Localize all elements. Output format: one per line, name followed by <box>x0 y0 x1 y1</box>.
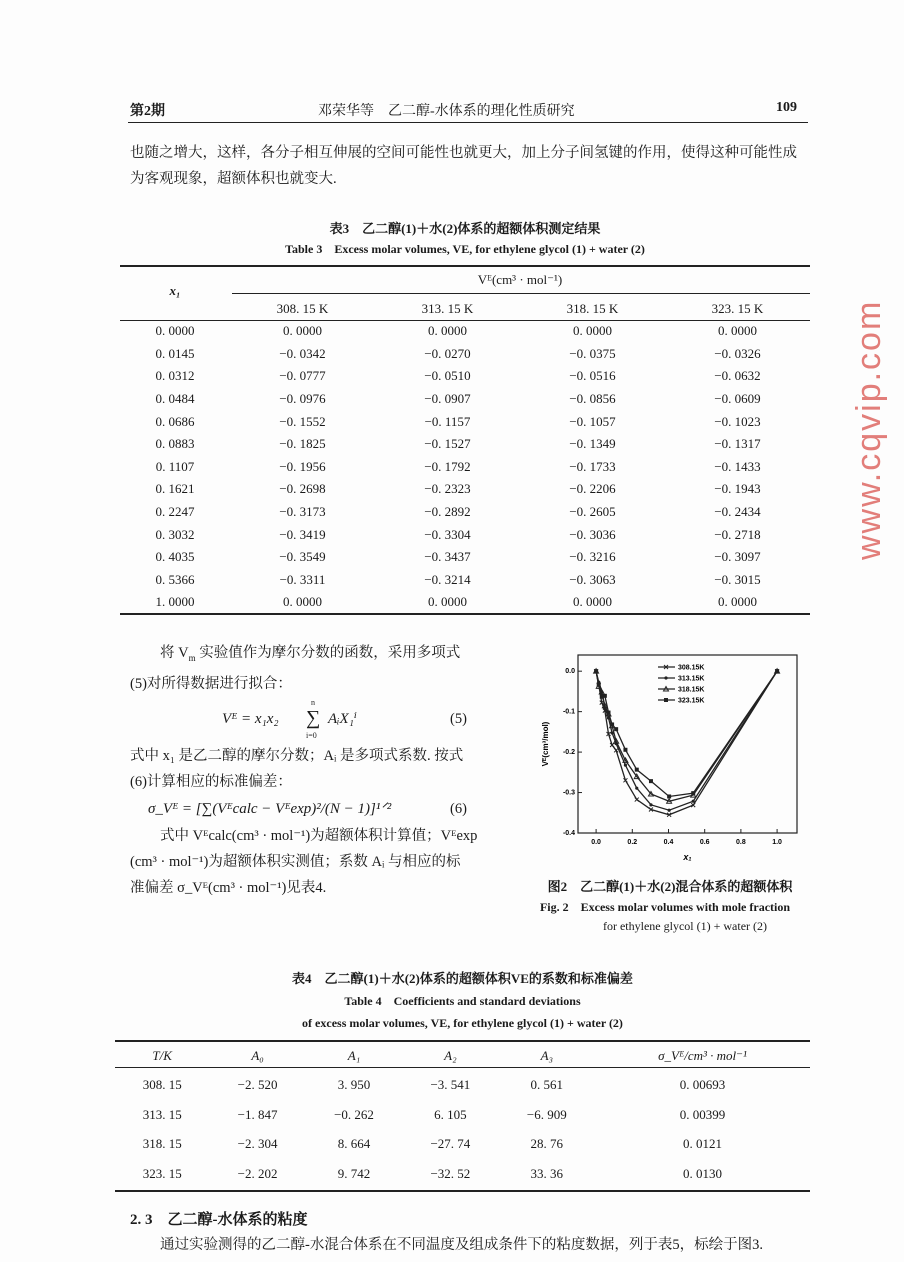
table-rule <box>120 613 810 615</box>
table-cell: 33. 36 <box>530 1165 564 1181</box>
table-row <box>115 1071 810 1101</box>
table-row <box>120 478 810 501</box>
table-cell: 0. 0883 <box>155 436 195 452</box>
issue-number: 第2期 <box>130 104 165 119</box>
y-tick-label: -0.4 <box>562 830 575 837</box>
column-header: A₃ <box>540 1047 554 1063</box>
table-cell: −0. 1527 <box>424 436 471 452</box>
table-row <box>120 343 810 366</box>
table3-title-en: Table 3 Excess molar volumes, VE, for ethylene glycol (1) + water (2) <box>285 242 645 256</box>
table4-title-en: of excess molar volumes, VE, for ethylene glycol (1) + water (2) <box>302 1016 623 1030</box>
table-cell: 1. 0000 <box>155 594 195 610</box>
table-cell: −0. 3097 <box>714 549 761 565</box>
text-line: 准偏差 σ_Vᴱ(cm³ · mol⁻¹)见表4. <box>130 879 327 896</box>
table-cell: −0. 3036 <box>569 526 616 542</box>
text: 实验值作为摩尔分数的函数，采用多项式 <box>195 645 461 661</box>
group-header-ve: Vᴱ(cm³ · mol⁻¹) <box>477 272 563 287</box>
table-cell: −0. 2605 <box>569 504 616 520</box>
equation-6 <box>130 795 530 823</box>
equation-text: i=0 <box>306 730 317 740</box>
data-point-square <box>667 794 671 798</box>
table-cell: 0. 561 <box>530 1077 564 1093</box>
table-cell: −0. 0907 <box>424 391 471 407</box>
sum-symbol: ∑ <box>306 706 321 729</box>
table-cell: 28. 76 <box>530 1136 564 1152</box>
data-point-dot <box>668 809 671 812</box>
x-axis-label: x₁ <box>683 852 692 862</box>
table-cell: 0. 0000 <box>573 323 612 339</box>
table-cell: 0. 0000 <box>718 323 757 339</box>
legend-label: 318.15K <box>678 686 705 694</box>
table-cell: 9. 742 <box>337 1165 371 1181</box>
data-point-square <box>635 768 639 772</box>
table-cell: −0. 1317 <box>714 436 761 452</box>
table-cell: 0. 0686 <box>155 413 195 429</box>
text-line: 也随之增大，这样，各分子相互伸展的空间可能性也就更大，加上分子间氢键的作用，使得这种可能性成 <box>130 145 797 161</box>
table-cell: −0. 3549 <box>279 549 326 565</box>
table-cell: −0. 3173 <box>279 504 326 520</box>
column-header: A₁ <box>347 1047 361 1063</box>
text: m <box>188 652 196 663</box>
x-tick-label: 0.6 <box>699 839 710 846</box>
table-cell: −1. 847 <box>237 1106 278 1122</box>
table-cell: −0. 0609 <box>714 391 761 407</box>
table-row <box>120 546 810 569</box>
table-cell: 0. 0000 <box>428 594 467 610</box>
equation-5 <box>130 697 530 743</box>
text-line: 为客观现象，超额体积也就变大. <box>130 171 337 187</box>
equation-text: σ_Vᴱ = [∑(Vᴱcalc − Vᴱexp)²/(N − 1)]¹ᐟ² <box>148 800 392 817</box>
text-line: (5)对所得数据进行拟合： <box>130 675 292 692</box>
table-cell: −0. 1433 <box>714 458 761 474</box>
running-title: 邓荣华等 乙二醇-水体系的理化性质研究 <box>318 104 575 119</box>
table-cell: 0. 0484 <box>155 391 195 407</box>
data-point-square <box>607 711 611 715</box>
table-row <box>120 569 810 592</box>
data-point-square <box>594 669 598 673</box>
table-cell: −0. 0856 <box>569 391 616 407</box>
data-point-square <box>597 682 601 686</box>
table-row <box>120 456 810 479</box>
table-cell: −0. 3015 <box>714 571 761 587</box>
table-cell: −0. 1057 <box>569 413 616 429</box>
table-row <box>120 365 810 388</box>
table-cell: −0. 0342 <box>279 345 326 361</box>
table-cell: −0. 0777 <box>279 368 326 384</box>
table4-title-en: Table 4 Coefficients and standard deviations <box>344 994 581 1008</box>
table-cell: 0. 0000 <box>283 594 322 610</box>
table-cell: −0. 0632 <box>714 368 761 384</box>
table-row <box>120 523 810 546</box>
table-cell: 0. 0000 <box>283 323 322 339</box>
table-cell: −0. 1956 <box>279 458 326 474</box>
table-row <box>115 1130 810 1160</box>
table-rule <box>232 293 810 294</box>
table-cell: −6. 909 <box>526 1106 567 1122</box>
table-cell: −0. 2434 <box>714 504 761 520</box>
table-cell: 323. 15 <box>142 1165 182 1181</box>
data-point-dot <box>635 787 638 790</box>
legend-label: 323.15K <box>678 697 705 705</box>
table-cell: 308. 15 <box>142 1077 182 1093</box>
table-row <box>120 320 810 343</box>
table-cell: 0. 0000 <box>428 323 467 339</box>
intro-paragraph <box>130 140 830 192</box>
data-point-dot <box>649 803 652 806</box>
column-header: 313. 15 K <box>421 300 474 316</box>
text: 将 V <box>160 645 189 661</box>
table-cell: 3. 950 <box>337 1077 371 1093</box>
table-cell: −0. 0510 <box>424 368 471 384</box>
table4 <box>115 1041 810 1189</box>
table-cell: 313. 15 <box>142 1106 182 1122</box>
text-line: (cm³ · mol⁻¹)为超额体积实测值；系数 Aᵢ 与相应的标 <box>130 853 461 870</box>
table-cell: −0. 3214 <box>424 571 471 587</box>
page-number: 109 <box>776 100 797 115</box>
y-tick-label: -0.2 <box>562 749 575 757</box>
column-header: 318. 15 K <box>566 300 619 316</box>
text-line: (6)计算相应的标准偏差： <box>130 773 292 790</box>
data-point-square <box>623 748 627 752</box>
y-axis-label: Vᴱ(cm³/mol) <box>541 721 550 767</box>
table-cell: 0. 3032 <box>155 526 195 542</box>
table-cell: −0. 3419 <box>279 526 326 542</box>
table-cell: 0. 0000 <box>155 323 195 339</box>
equation-number: (5) <box>450 710 467 727</box>
legend-label: 308.15K <box>678 664 705 672</box>
table-cell: −0. 3437 <box>424 549 471 565</box>
data-point-square <box>603 694 607 698</box>
body-text <box>130 640 530 901</box>
table-cell: −0. 0326 <box>714 345 761 361</box>
x-tick-label: 0.8 <box>736 839 746 846</box>
table-row <box>120 591 810 614</box>
table-cell: 8. 664 <box>337 1136 371 1152</box>
table-cell: −0. 3063 <box>569 571 616 587</box>
column-header-x1: x₁ <box>169 283 181 298</box>
column-header: A₂ <box>444 1047 457 1063</box>
text-line: 式中 Vᴱcalc(cm³ · mol⁻¹)为超额体积计算值；Vᴱexp <box>160 827 478 844</box>
table-cell: −0. 3216 <box>569 549 616 565</box>
table-cell: 0. 00399 <box>679 1106 726 1122</box>
table-cell: 0. 4035 <box>155 549 195 565</box>
y-tick-label: 0.0 <box>565 668 575 676</box>
section-text: 通过实验测得的乙二醇-水混合体系在不同温度及组成条件下的粘度数据，列于表5，标绘于图3. <box>160 1237 763 1253</box>
x-tick-label: 0.2 <box>627 839 638 846</box>
table-cell: 0. 0312 <box>155 368 195 384</box>
table-row <box>120 388 810 411</box>
table-cell: 0. 0145 <box>155 345 195 361</box>
data-point-square <box>610 722 614 726</box>
equation-number: (6) <box>450 800 467 817</box>
data-point-square <box>664 698 668 702</box>
table-cell: −0. 0976 <box>279 391 326 407</box>
table-cell: −0. 1733 <box>569 458 616 474</box>
text-line: 式中 x₁ 是乙二醇的摩尔分数；Aᵢ 是多项式系数. 按式 <box>130 747 464 764</box>
figure-caption-en: Fig. 2 Excess molar volumes with mole fraction <box>539 900 791 914</box>
table-cell: 0. 0121 <box>683 1136 722 1152</box>
column-header: 323. 15 K <box>711 300 764 316</box>
table-cell: −0. 1023 <box>714 413 761 429</box>
data-point-x <box>635 798 639 802</box>
table4-title-cn: 表4 乙二醇(1)＋水(2)体系的超额体积VE的系数和标准偏差 <box>292 971 633 986</box>
table-cell: 0. 0000 <box>573 594 612 610</box>
table-cell: −3. 541 <box>430 1077 471 1093</box>
table-cell: −0. 1349 <box>569 436 616 452</box>
data-point-dot <box>664 676 667 679</box>
table-cell: 0. 0130 <box>683 1165 722 1181</box>
table3-title-cn: 表3 乙二醇(1)＋水(2)体系的超额体积测定结果 <box>329 221 601 236</box>
table-rule <box>115 1190 810 1192</box>
section-heading: 2. 3 乙二醇-水体系的粘度 <box>130 1212 308 1228</box>
table-cell: −0. 0270 <box>424 345 471 361</box>
table-row <box>120 433 810 456</box>
equation-text: Vᴱ = x₁x₂ <box>222 710 279 727</box>
table-cell: −0. 3311 <box>279 571 326 587</box>
table-cell: −2. 520 <box>237 1077 278 1093</box>
table-cell: −0. 1552 <box>279 413 326 429</box>
table-cell: −0. 1792 <box>424 458 471 474</box>
column-header: σ_Vᴱ/cm³ · mol⁻¹ <box>658 1047 747 1063</box>
watermark: www.cqvip.com <box>850 299 888 560</box>
data-point-square <box>649 779 653 783</box>
table-cell: 0. 0000 <box>718 594 757 610</box>
figure-caption-cn: 图2 乙二醇(1)＋水(2)混合体系的超额体积 <box>547 879 793 894</box>
x-tick-label: 0.4 <box>663 839 674 846</box>
table-cell: −0. 2323 <box>424 481 471 497</box>
equation-text: AᵢX₁ⁱ <box>328 710 357 727</box>
data-point-square <box>775 669 779 673</box>
table-cell: −0. 2698 <box>279 481 326 497</box>
table3 <box>120 297 810 614</box>
column-header: A₀ <box>251 1047 264 1063</box>
table-cell: −0. 1157 <box>424 413 471 429</box>
data-point-dot <box>692 800 695 803</box>
equation-text: n <box>311 697 315 707</box>
table-cell: −0. 2718 <box>714 526 761 542</box>
column-header: 308. 15 K <box>276 300 329 316</box>
table-cell: 0. 5366 <box>155 571 195 587</box>
y-tick-label: -0.3 <box>562 789 575 797</box>
table-cell: −0. 1943 <box>714 481 761 497</box>
table-cell: −27. 74 <box>430 1136 471 1152</box>
table-cell: −0. 2206 <box>569 481 616 497</box>
table-cell: −0. 262 <box>334 1106 374 1122</box>
table-row <box>120 501 810 524</box>
table-cell: −0. 3304 <box>424 526 471 542</box>
table-cell: −0. 2892 <box>424 504 471 520</box>
table-cell: 0. 00693 <box>679 1077 726 1093</box>
table-cell: −0. 0516 <box>569 368 616 384</box>
data-point-square <box>614 727 618 731</box>
table-row <box>115 1100 810 1130</box>
table-row <box>120 410 810 433</box>
table-cell: −2. 304 <box>237 1136 278 1152</box>
y-tick-label: -0.1 <box>562 708 575 716</box>
x-tick-label: 0.0 <box>591 839 601 846</box>
table-cell: 0. 2247 <box>155 504 195 520</box>
table-cell: 0. 1107 <box>155 458 195 474</box>
table-cell: −0. 1825 <box>279 436 326 452</box>
header-rule <box>128 122 808 123</box>
x-tick-label: 1.0 <box>772 839 782 846</box>
figure2-chart <box>540 645 820 875</box>
legend-label: 313.15K <box>678 675 705 683</box>
column-header: T/K <box>152 1047 172 1063</box>
table-cell: −0. 0375 <box>569 345 616 361</box>
table-cell: −32. 52 <box>430 1165 471 1181</box>
table-cell: 318. 15 <box>142 1136 182 1152</box>
table-cell: 0. 1621 <box>155 481 195 497</box>
table-rule <box>120 265 810 267</box>
table-cell: −2. 202 <box>237 1165 278 1181</box>
figure-caption-en: for ethylene glycol (1) + water (2) <box>602 919 768 933</box>
data-point-dot <box>624 764 627 767</box>
data-point-square <box>691 791 695 795</box>
table-cell: 6. 105 <box>434 1106 467 1122</box>
table-row <box>115 1159 810 1189</box>
